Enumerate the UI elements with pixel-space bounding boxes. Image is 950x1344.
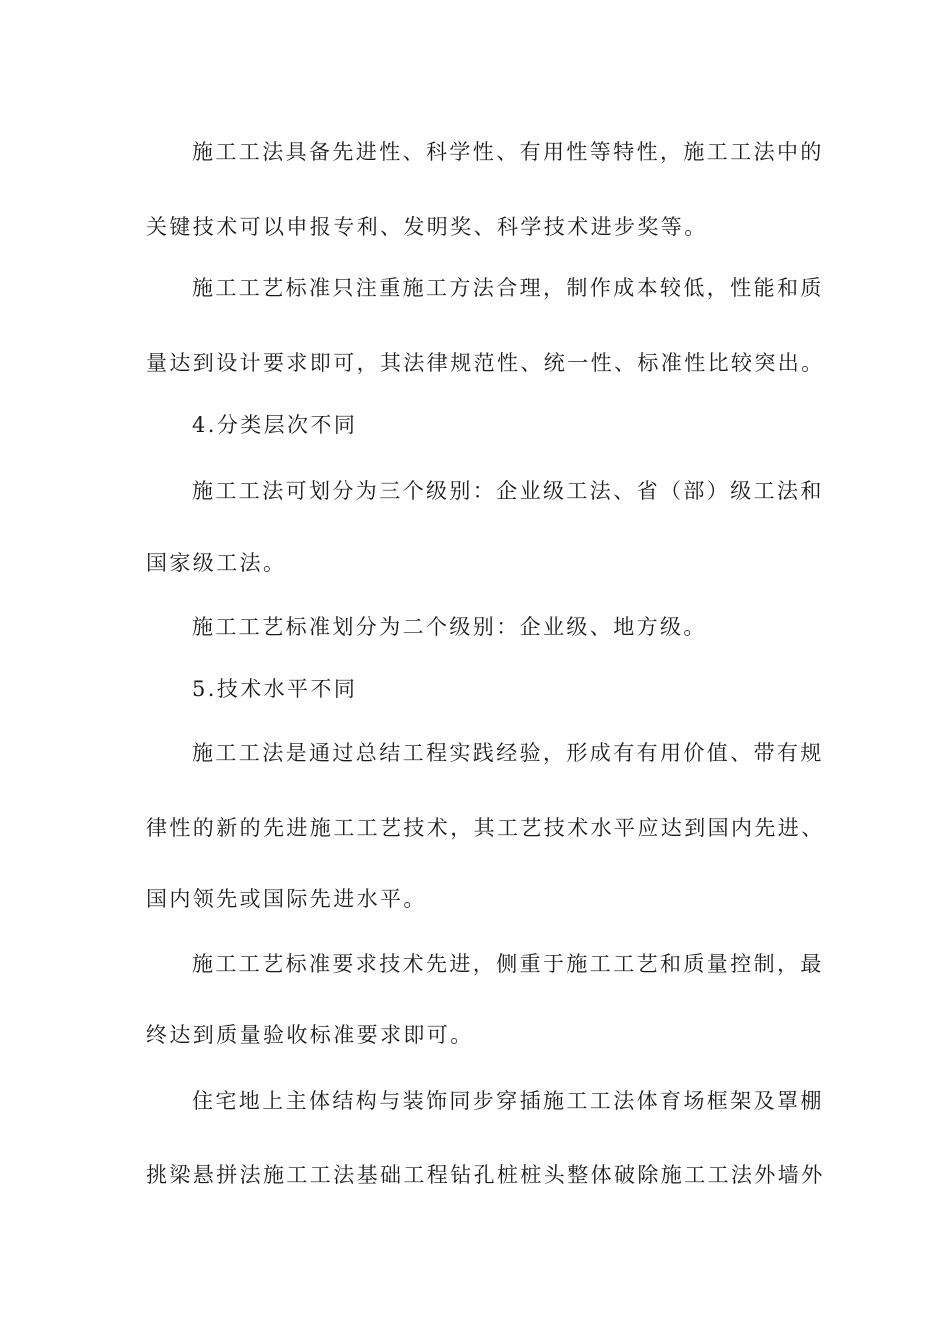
paragraph-line: 施工工法可划分为三个级别：企业级工法、省（部）级工法和 <box>192 479 824 503</box>
section-heading: 5.技术水平不同 <box>192 677 358 701</box>
paragraph-line: 终达到质量验收标准要求即可。 <box>146 1023 474 1047</box>
paragraph-line: 关键技术可以申报专利、发明奖、科学技术进步奖等。 <box>146 215 708 239</box>
paragraph-line: 施工工法是通过总结工程实践经验，形成有有用价值、带有规 <box>192 741 824 765</box>
paragraph-line: 住宅地上主体结构与装饰同步穿插施工工法体育场框架及罩棚 <box>192 1089 824 1113</box>
paragraph-line: 国内领先或国际先进水平。 <box>146 887 427 911</box>
paragraph-line: 施工工法具备先进性、科学性、有用性等特性，施工工法中的 <box>192 140 824 164</box>
paragraph-line: 量达到设计要求即可，其法律规范性、统一性、标准性比较突出。 <box>146 351 825 375</box>
section-heading: 4.分类层次不同 <box>192 413 358 437</box>
paragraph-line: 施工工艺标准划分为二个级别：企业级、地方级。 <box>192 615 707 639</box>
paragraph-line: 施工工艺标准只注重施工方法合理，制作成本较低，性能和质 <box>192 276 824 300</box>
paragraph-line: 国家级工法。 <box>146 551 287 575</box>
paragraph-line: 挑梁悬拼法施工工法基础工程钻孔桩桩头整体破除施工工法外墙外 <box>146 1163 825 1187</box>
paragraph-line: 律性的新的先进施工工艺技术，其工艺技术水平应达到国内先进、 <box>146 816 825 840</box>
paragraph-line: 施工工艺标准要求技术先进，侧重于施工工艺和质量控制，最 <box>192 952 824 976</box>
